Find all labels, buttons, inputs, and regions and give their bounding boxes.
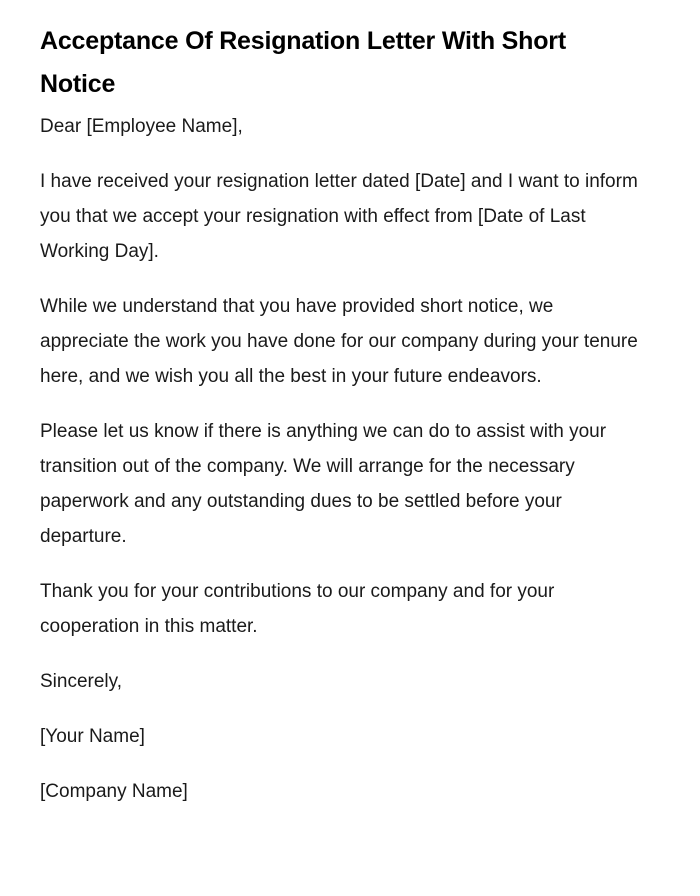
body-paragraph-4: Thank you for your contributions to our company and for your cooperation in this matter.	[40, 581, 555, 637]
body-paragraph-1: I have received your resignation letter dated [Date] and I want to inform you that we accept your resignation with effect from [Date of Last Working Day].	[40, 171, 638, 262]
body-paragraph-3: Please let us know if there is anything we can do to assist with your transition out of the company. We will arrange for the necessary paperwork and any outstanding dues to be settled before your departure.	[40, 421, 607, 547]
letter-page	[40, 20, 640, 829]
signature-name: [Your Name]	[40, 726, 145, 747]
salutation: Dear [Employee Name],	[40, 116, 243, 137]
signature-company: [Company Name]	[40, 781, 188, 802]
closing: Sincerely,	[40, 671, 123, 692]
letter-title: Acceptance Of Resignation Letter With Short Notice	[40, 27, 566, 98]
body-paragraph-2: While we understand that you have provided short notice, we appreciate the work you have done for our company during your tenure here, and we wish you all the best in your future endeavors.	[40, 296, 638, 387]
